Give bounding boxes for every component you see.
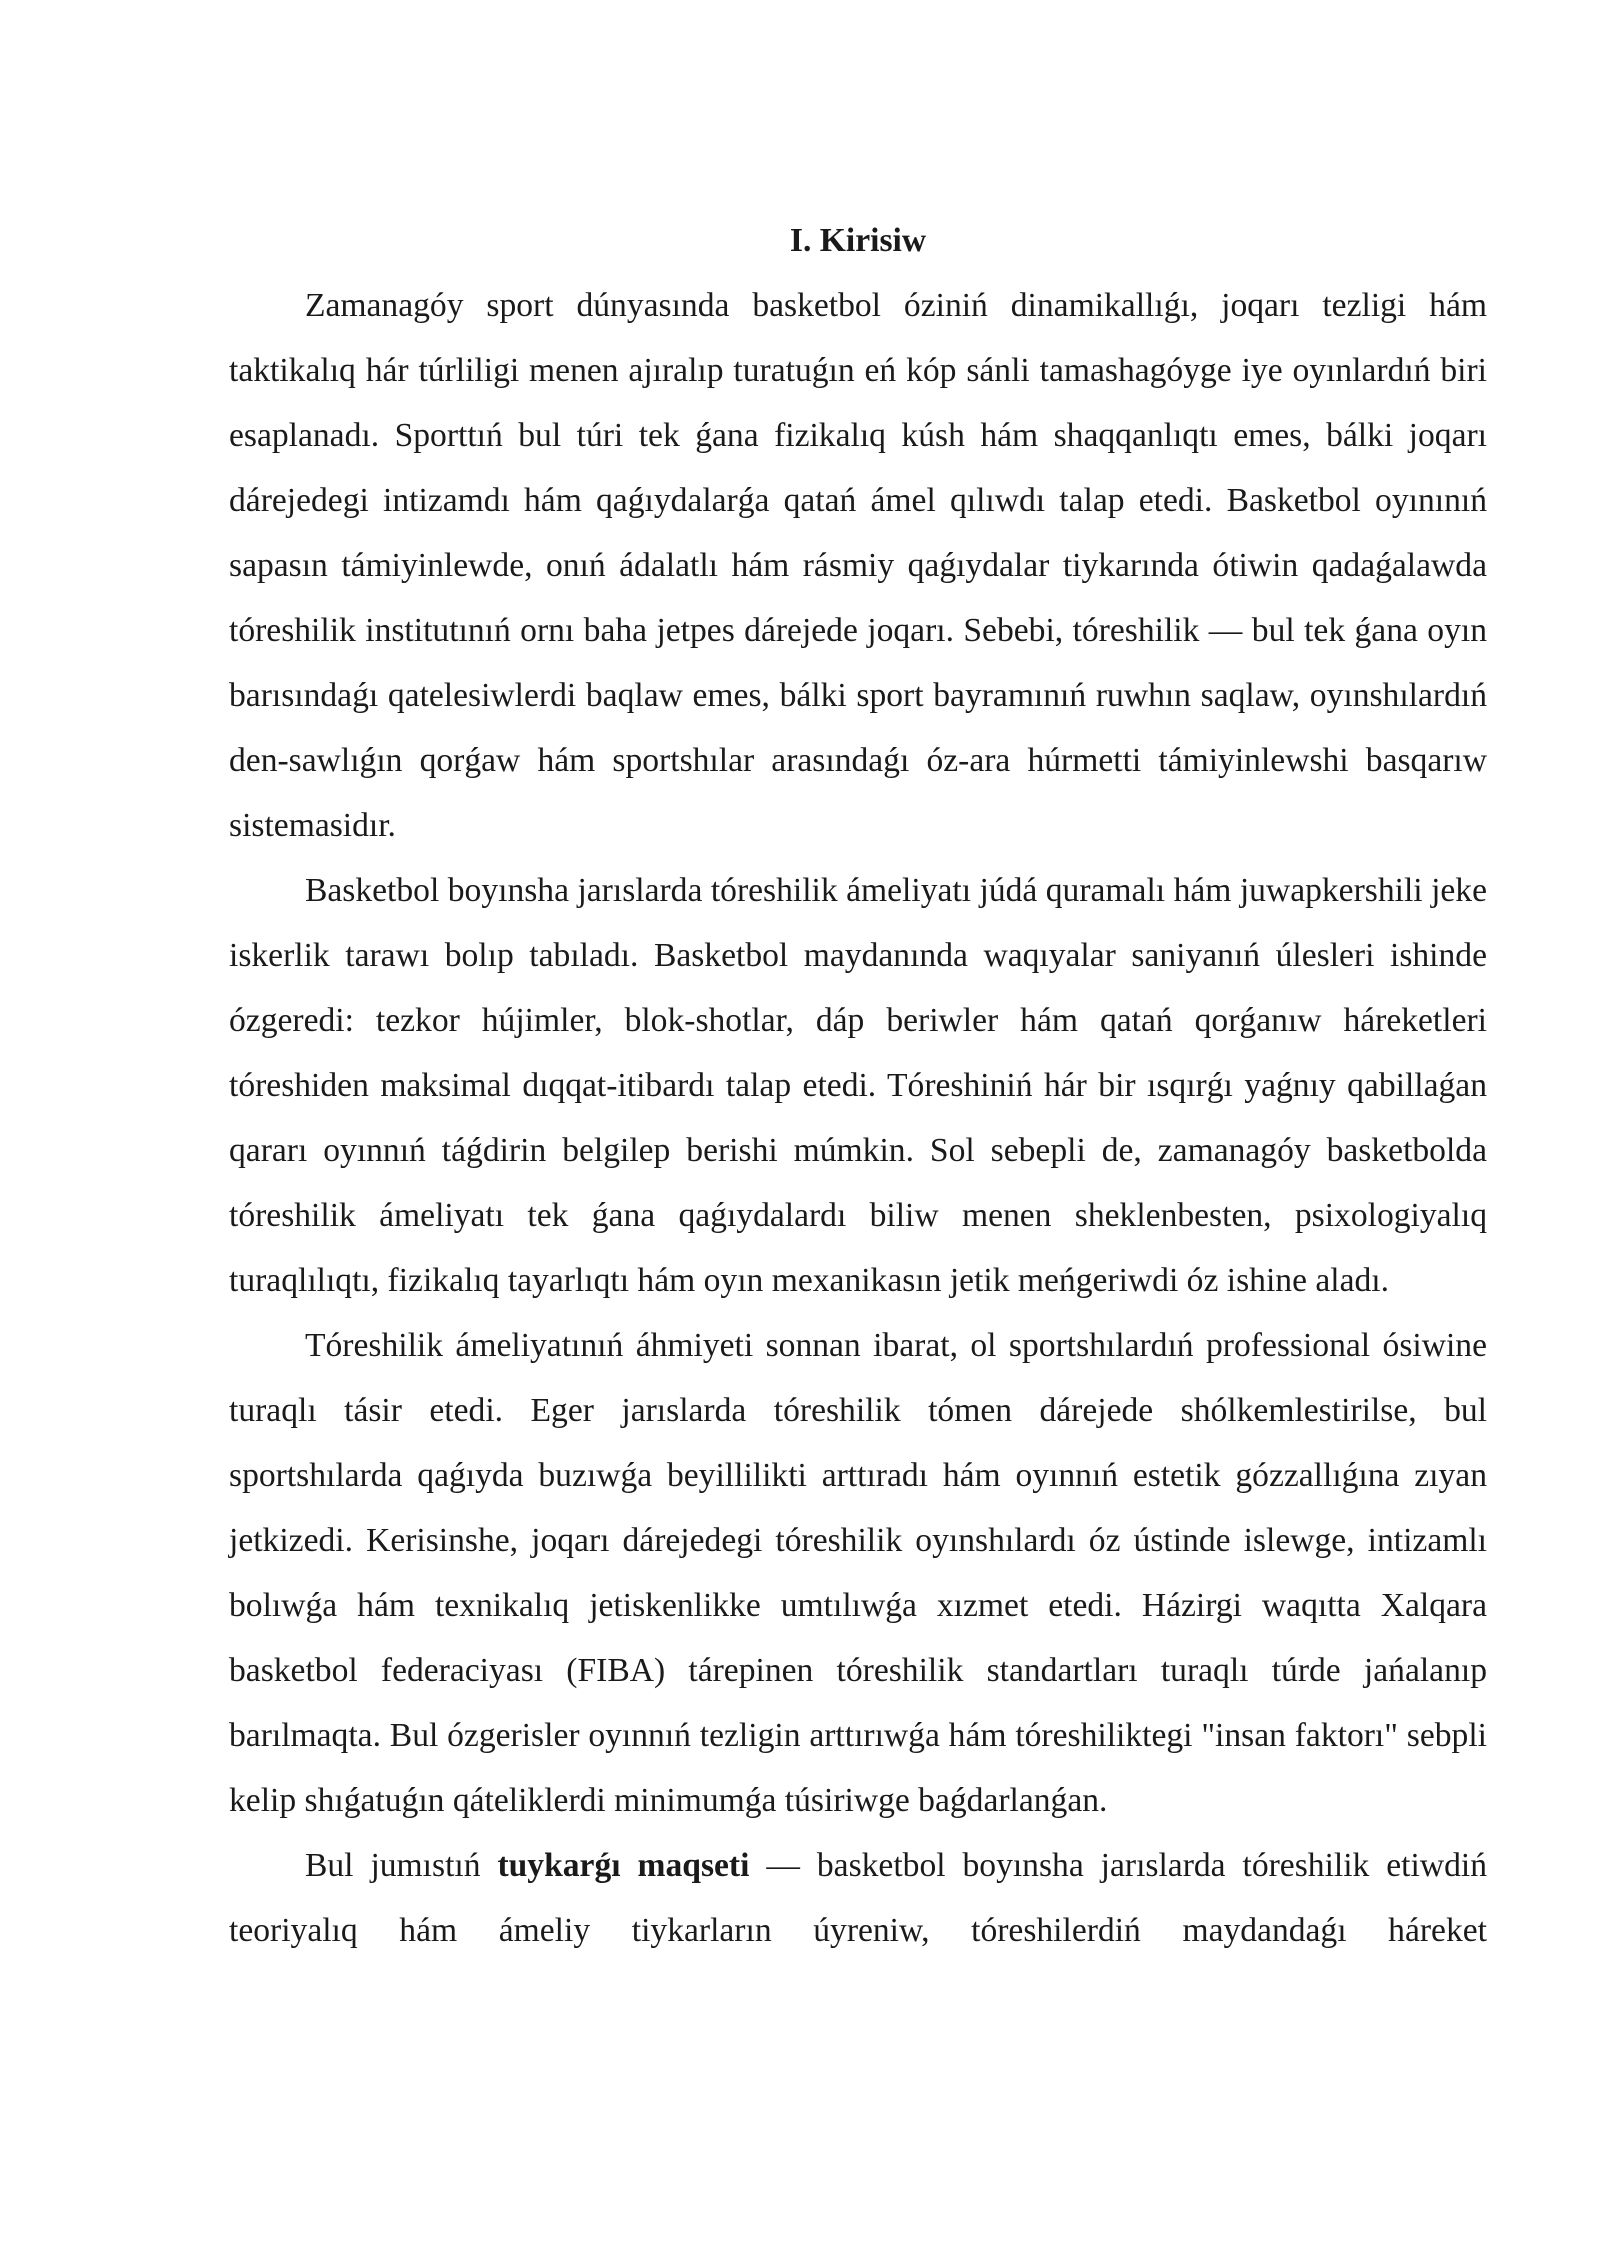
document-page [229,208,1487,1963]
goal-text-bold: tuykarǵı maqseti [497,1847,750,1884]
section-heading: I. Kirisiw [789,222,927,259]
goal-text-before: Bul jumıstıń [305,1847,498,1884]
paragraph-intro: Zamanagóy sport dúnyasında basketbol óziniń dinamikallıǵı, joqarı tezligi hám taktikalıq hár túrliligi menen ajıralıp turatuǵın eń kóp sánli tamashagóyge iye oyınlardıń biri esaplanadı. Sporttıń bul túri tek ǵana fizikalıq kúsh hám shaqqanlıqtı emes, bálki joqarı dárejedegi intizamdı hám qaǵıydalarǵa qatań ámel qılıwdı talap etedi. Basketbol oyınınıń sapasın támiyinlewde, onıń ádalatlı hám rásmiy qaǵıydalar tiykarında ótiwin qadaǵalawda tóreshilik institutınıń ornı baha jetpes dárejede joqarı. Sebebi, tóreshilik — bul tek ǵana oyın barısındaǵı qatelesiwlerdi baqlaw emes, bálki sport bayramınıń ruwhın saqlaw, oyınshılardıń den-sawlıǵın qorǵaw hám sportshılar arasındaǵı óz-ara húrmetti támiyinlewshi basqarıw sistemasidır. [229,287,1487,844]
paragraph-goal [229,1833,1487,1963]
goal-text-after: — basketbol boyınsha jarıslarda tóreshilik etiwdiń teoriyalıq hám ámeliy tiykarların úyreniw, tóreshilerdiń maydandaǵı háreket [229,1847,1487,1949]
paragraph-refereeing-practice: Basketbol boyınsha jarıslarda tóreshilik ámeliyatı júdá quramalı hám juwapkershili jeke iskerlik tarawı bolıp tabıladı. Basketbol maydanında waqıyalar saniyanıń úlesleri ishinde ózgeredi: tezkor hújimler, blok-shotlar, dáp beriwler hám qatań qorǵanıw háreketleri tóreshiden maksimal dıqqat-itibardı talap etedi. Tóreshiniń hár bir ısqırǵı yaǵnıy qabillaǵan qararı oyınnıń táǵdirin belgilep berishi múmkin. Sol sebepli de, zamanagóy basketbolda tóreshilik ámeliyatı tek ǵana qaǵıydalardı biliw menen sheklenbesten, psixologiyalıq turaqlılıqtı, fizikalıq tayarlıqtı hám oyın mexanikasın jetik meńgeriwdi óz ishine aladı. [229,872,1487,1299]
paragraph-importance: Tóreshilik ámeliyatınıń áhmiyeti sonnan ibarat, ol sportshılardıń professional ósiwine turaqlı tásir etedi. Eger jarıslarda tóreshilik tómen dárejede shólkemlestirilse, bul sportshılarda qaǵıyda buzıwǵa beyillilikti arttıradı hám oyınnıń estetik gózzallıǵına zıyan jetkizedi. Kerisinshe, joqarı dárejedegi tóreshilik oyınshılardı óz ústinde islewge, intizamlı bolıwǵa hám texnikalıq jetiskenlikke umtılıwǵa xızmet etedi. Házirgi waqıtta Xalqara basketbol federaciyası (FIBA) tárepinen tóreshilik standartları turaqlı túrde jańalanıp barılmaqta. Bul ózgerisler oyınnıń tezligin arttırıwǵa hám tóreshiliktegi "insan faktorı" sebpli kelip shıǵatuǵın qáteliklerdi minimumǵa túsiriwge baǵdarlanǵan. [229,1327,1487,1819]
